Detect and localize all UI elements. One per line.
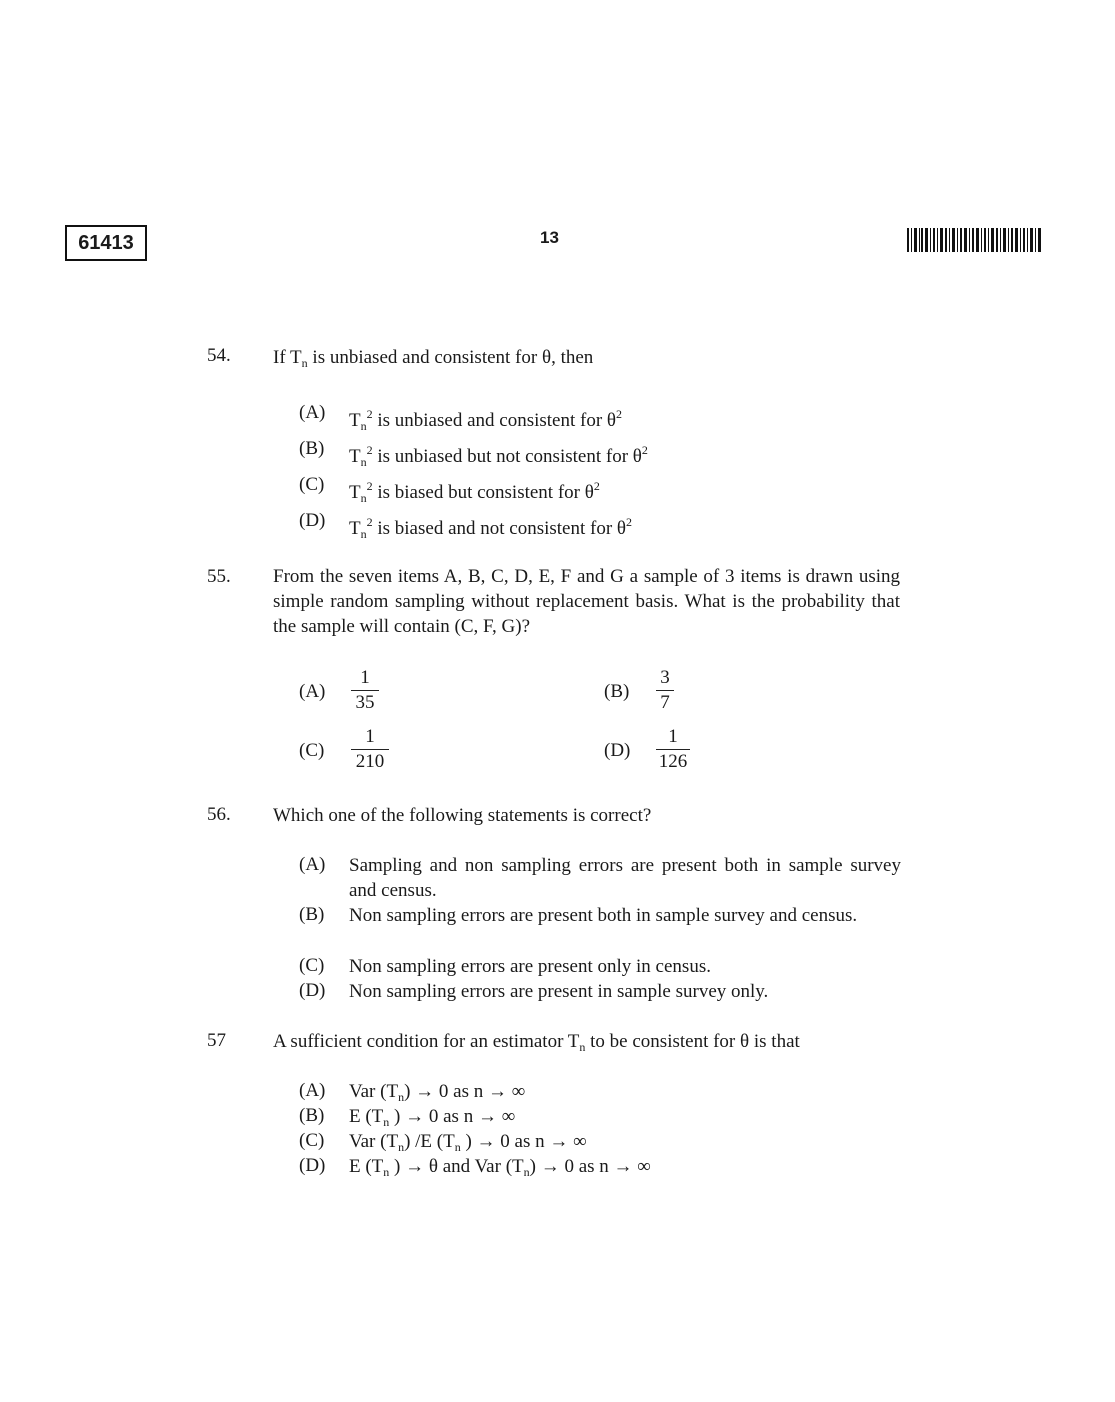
q55-option-c-label: (C) [299, 740, 325, 761]
q56-option-a: Sampling and non sampling errors are present both in sample survey and census. [349, 855, 901, 901]
q55-option-c-fraction: 1 210 [351, 727, 389, 772]
q55-option-a-fraction: 1 35 [351, 668, 379, 713]
q55-option-a-label: (A) [299, 681, 326, 702]
q57-number: 57 [207, 1030, 226, 1051]
q57-option-a-label: (A) [299, 1080, 326, 1101]
q56-option-c-label: (C) [299, 955, 325, 976]
q57-option-c-label: (C) [299, 1130, 325, 1151]
q55-option-b-fraction: 3 7 [656, 668, 674, 713]
q57-option-a: Var $(T_n) \to 0$ as n → ∞ [349, 1081, 526, 1104]
q57-option-c: Var $(T_n)$ /E ($T_n$ ) → 0 as n → ∞ [349, 1131, 587, 1154]
q55-text: From the seven items A, B, C, D, E, F and G a sample of 3 items is drawn using simple random sampling without replacement basis. What is the probability that the sample will contain (C, F, G)? [273, 566, 900, 637]
q54-option-a-label: (A) [299, 402, 326, 423]
q57-text: A sufficient condition for an estimator $T_n$ to be consistent for θ is that [273, 1031, 800, 1054]
q56-text: Which one of the following statements is correct? [273, 805, 652, 826]
q54-number: 54. [207, 345, 231, 366]
q56-option-d: Non sampling errors are present in sample survey only. [349, 981, 769, 1002]
q56-option-a-label: (A) [299, 854, 326, 875]
q57-option-b-label: (B) [299, 1105, 325, 1126]
q54-text: If $T_n$ is unbiased and consistent for θ, then [273, 347, 594, 370]
q55-option-d-label: (D) [604, 740, 631, 761]
q56-number: 56. [207, 804, 231, 825]
q56-option-d-label: (D) [299, 980, 326, 1001]
paper-code: 61413 [65, 225, 147, 261]
q56-option-c: Non sampling errors are present only in census. [349, 956, 711, 977]
page-number: 13 [540, 228, 559, 247]
q56-option-b: Non sampling errors are present both in sample survey and census. [349, 905, 858, 926]
q57-option-d: E ($T_n$ ) → θ and Var $(T_n) \to 0$ as n → ∞ [349, 1156, 651, 1179]
barcode-image [907, 228, 1041, 252]
q54-option-a: $T_n^2$ is unbiased and consistent for $\theta^2$ [349, 407, 623, 433]
q55-option-d-fraction: 1 126 [656, 727, 690, 772]
q54-option-c-label: (C) [299, 474, 325, 495]
q54-option-c: $T_n^2$ is biased but consistent for $\theta^2$ [349, 479, 600, 505]
q54-option-d-label: (D) [299, 510, 326, 531]
q56-option-b-label: (B) [299, 904, 325, 925]
q57-option-d-label: (D) [299, 1155, 326, 1176]
q57-option-b: E ($T_n$ ) → 0 as n → ∞ [349, 1106, 516, 1129]
q54-option-b-label: (B) [299, 438, 325, 459]
q54-option-d: $T_n^2$ is biased and not consistent for $\theta^2$ [349, 515, 633, 541]
q55-option-b-label: (B) [604, 681, 630, 702]
q55-number: 55. [207, 566, 231, 587]
q54-option-b: $T_n^2$ is unbiased but not consistent for $\theta^2$ [349, 443, 648, 469]
